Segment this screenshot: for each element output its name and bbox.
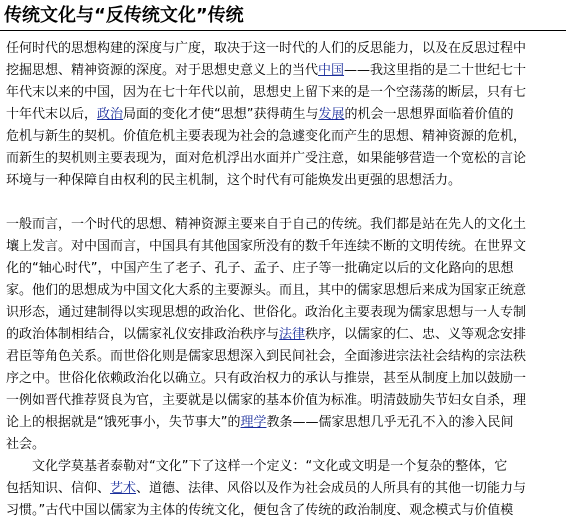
article-link[interactable]: 中国	[318, 63, 345, 78]
article-line	[6, 280, 562, 302]
article-line	[6, 236, 562, 258]
article-line	[6, 60, 562, 82]
article-text: 危机与新生的契机。价值危机主要表现为社会的急遽变化而产生的思想、精神资源的危机，	[6, 129, 527, 144]
article-text: 任何时代的思想构建的深度与广度，取决于这一时代的人们的反思能力，以及在反思过程中	[6, 41, 527, 56]
article-text: 包括知识、信仰、	[6, 481, 111, 496]
article-text: 文化学莫基者泰勒对“文化”下了这样一个定义：“文化或文明是一个复杂的整体，它	[32, 459, 508, 474]
article-link[interactable]: 艺术	[110, 481, 137, 496]
article-line	[6, 412, 562, 434]
article-text: 论上的根据就是“饿死事小，失节事大”的	[6, 415, 241, 430]
article-text: 一般而言，一个时代的思想、精神资源主要来自于自己的传统。我们都是站在先人的文化土	[6, 217, 527, 232]
article-line	[6, 390, 562, 412]
article-link[interactable]: 发展	[318, 107, 345, 122]
article-text: 的机会一思想界面临着价值的	[344, 107, 514, 122]
article-text: 十年代末以后，	[6, 107, 98, 122]
article-line	[6, 368, 562, 390]
article-line	[6, 214, 562, 236]
article-line	[6, 38, 562, 60]
article-line	[6, 302, 562, 324]
article-line	[6, 500, 562, 522]
article-text: 挖掘思想、精神资源的深度。对于思想史意义上的当代	[6, 63, 319, 78]
article-line	[32, 456, 562, 478]
article-link[interactable]: 政治	[97, 107, 124, 122]
article-text: 序之中。世俗化依赖政治化以确立。只有政治权力的承认与推崇，甚至从制度上加以鼓励一	[6, 371, 527, 386]
article-line	[6, 324, 562, 346]
article-text: 识形态，通过建制得以实现思想的政治化、世俗化。政治化主要表现为儒家思想与一人专制	[6, 305, 527, 320]
article-line	[6, 478, 562, 500]
article-text: 家。他们的思想成为中国文化大系的主要源头。而且，其中的儒家思想后来成为国家正统意	[6, 283, 527, 298]
article-text: 环境与一种保障自由权利的民主机制，这个时代有可能焕发出更强的思想活力。	[6, 173, 462, 188]
article-text: 习惯。”古代中国以儒家为主体的传统文化，便包含了传统的政治制度、观念模式与价值模	[6, 503, 514, 518]
article-line	[6, 258, 562, 280]
article-text: 局面的变化才使“思想”获得萌生与	[123, 107, 319, 122]
article-line	[6, 346, 562, 368]
article-link[interactable]: 法律	[279, 327, 306, 342]
article-text: 壤上发言。对中国而言，中国具有其他国家所没有的数千年连续不断的文明传统。在世界文	[6, 239, 527, 254]
article-text: 的政治体制相结合，以儒家礼仪安排政治秩序与	[6, 327, 280, 342]
article-text: 年代末以来的中国，因为在七十年代以前，思想史上留下来的是一个空荡荡的断层，只有七	[6, 85, 527, 100]
article-text: 化的“轴心时代”，中国产生了老子、孔子、孟子、庄子等一批确定以后的文化路向的思想	[6, 261, 514, 276]
article-text: ——我这里指的是二十世纪七十	[344, 63, 527, 78]
article-line	[6, 434, 562, 456]
article-text: 秩序，以儒家的仁、忠、义等观念安排	[305, 327, 527, 342]
article-text: 一例如晋代推荐贤良为官，主要就是以儒家的基本价值为标准。明清鼓励失节妇女自杀，理	[6, 393, 527, 408]
article-line	[6, 148, 562, 170]
article-link[interactable]: 理学	[240, 415, 267, 430]
article-text: 而新生的契机则主要表现为，面对危机浮出水面并广受注意，如果能够营造一个宽松的言论	[6, 151, 527, 166]
article-text: 教条——儒家思想几乎无孔不入的渗入民间	[266, 415, 514, 430]
article-title: 传统文化与“反传统文化”传统	[4, 5, 244, 26]
article-line	[6, 104, 562, 126]
article-line	[6, 170, 562, 192]
title-divider	[0, 30, 566, 31]
article-text: 、道德、法律、风俗以及作为社会成员的人所具有的其他一切能力与	[136, 481, 527, 496]
article-text: 社会。	[6, 437, 46, 452]
article-line	[6, 82, 562, 104]
article-text: 君臣等角色关系。而世俗化则是儒家思想深入到民间社会，全面渗进宗法社会结构的宗法秩	[6, 349, 527, 364]
article-line	[6, 126, 562, 148]
